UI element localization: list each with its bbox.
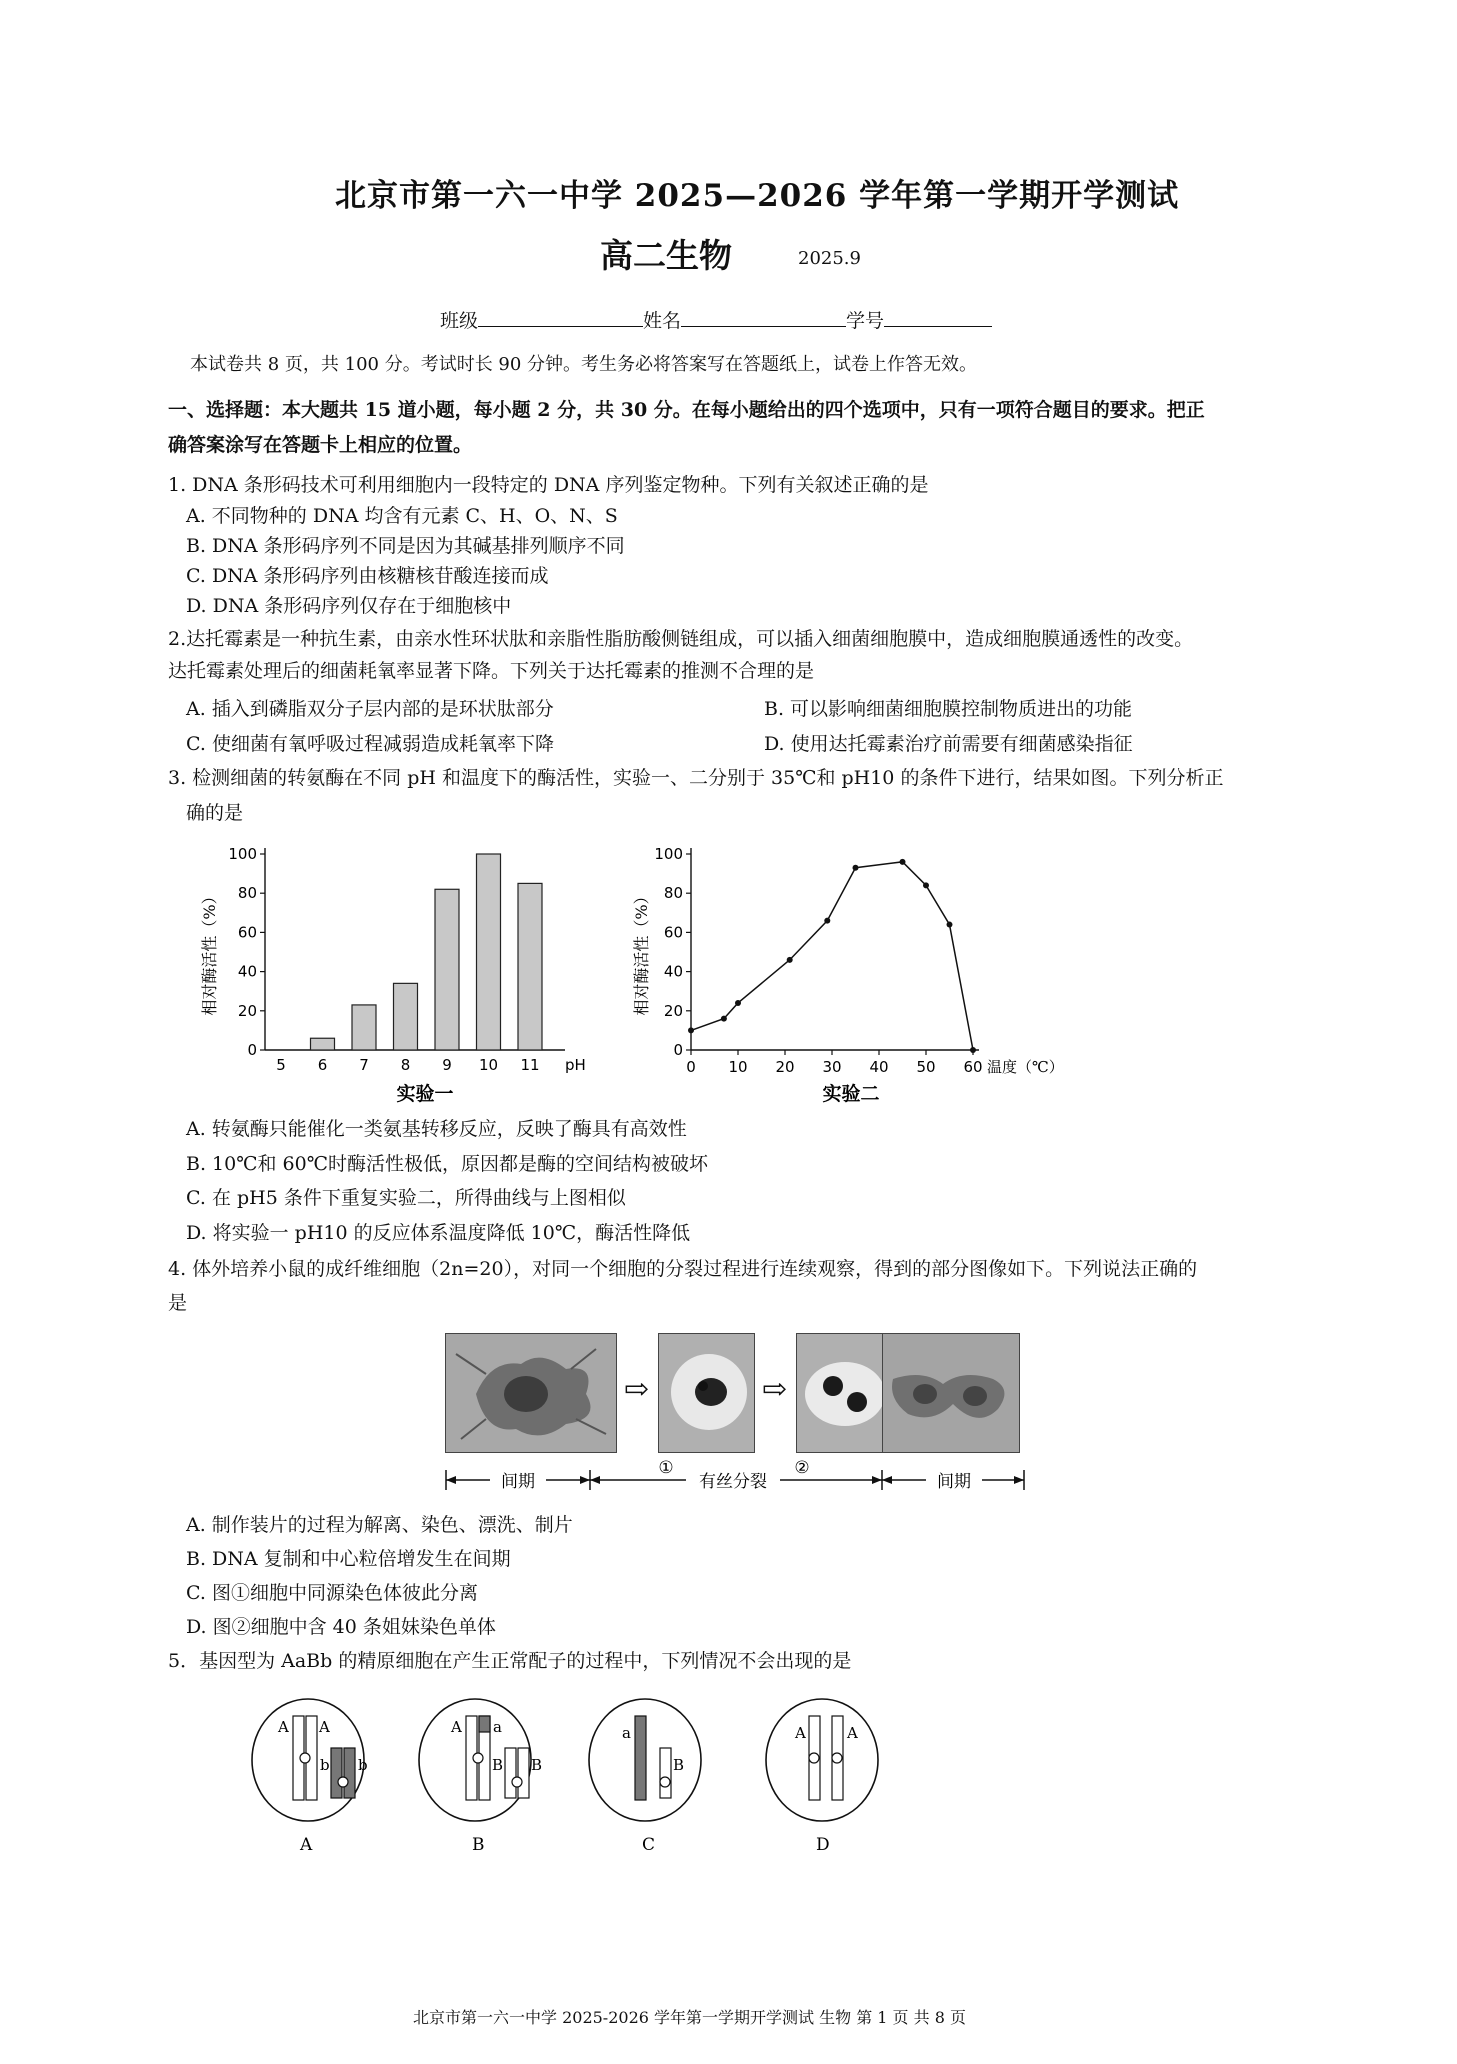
allele-label-A: A (319, 1718, 330, 1736)
q1-option-a: A. 不同物种的 DNA 均含有元素 C、H、O、N、S (186, 505, 618, 527)
exam-title: 北京市第一六一中学 2025—2026 学年第一学期开学测试 (335, 178, 1180, 214)
bar-11 (518, 883, 542, 1050)
cell-diagram-d (766, 1699, 878, 1855)
q4-option-c: C. 图①细胞中同源染色体彼此分离 (186, 1582, 478, 1604)
data-point (721, 1016, 727, 1022)
y-tick-label: 20 (237, 1001, 257, 1020)
q2-option-c: C. 使细菌有氧呼吸过程减弱造成耗氧率下降 (186, 733, 554, 755)
q3-option-c: C. 在 pH5 条件下重复实验二，所得曲线与上图相似 (186, 1187, 626, 1209)
q1-option-d: D. DNA 条形码序列仅存在于细胞核中 (186, 595, 512, 617)
chart-title: 实验一 (396, 1083, 454, 1105)
micro-interphase-1 (445, 1333, 617, 1453)
cell-diagram-b (419, 1699, 542, 1855)
q4-stem-line1: 4. 体外培养小鼠的成纤维细胞（2n=20），对同一个细胞的分裂过程进行连续观察，得到的部分图像如下。下列说法正确的 (168, 1258, 1198, 1280)
y-tick-label: 40 (663, 962, 683, 981)
q5-cell-diagrams (250, 1690, 1010, 1860)
q4-option-b: B. DNA 复制和中心粒倍增发生在间期 (186, 1548, 511, 1570)
data-point (853, 865, 859, 871)
exam-date: 2025.9 (798, 248, 861, 269)
bar-8 (394, 983, 418, 1050)
data-point (923, 882, 929, 888)
arrow-icon: ⇨ (624, 1372, 650, 1407)
data-point (787, 957, 793, 963)
y-axis-label: 相对酶活性（%） (632, 888, 651, 1016)
cell-label-c: C (642, 1835, 656, 1855)
micro-mitosis-2 (796, 1333, 893, 1453)
name-label: 姓名 (643, 310, 682, 332)
chart-experiment2 (625, 840, 1085, 1110)
bar-9 (435, 889, 459, 1050)
bar-6 (311, 1038, 335, 1050)
cell-diagram-c (589, 1699, 701, 1855)
allele-label-B: B (492, 1756, 504, 1774)
q4-option-a: A. 制作装片的过程为解离、染色、漂洗、制片 (186, 1514, 573, 1536)
q2-option-b: B. 可以影响细菌细胞膜控制物质进出的功能 (764, 698, 1133, 720)
chart-title: 实验二 (822, 1083, 880, 1105)
y-tick-label: 20 (663, 1001, 683, 1020)
q1-option-b: B. DNA 条形码序列不同是因为其碱基排列顺序不同 (186, 535, 625, 557)
q2-stem-line2: 达托霉素处理后的细菌耗氧率显著下降。下列关于达托霉素的推测不合理的是 (168, 660, 815, 682)
x-tick-label: 5 (276, 1056, 286, 1074)
y-tick-label: 40 (237, 962, 257, 981)
allele-label-a: a (622, 1724, 631, 1742)
y-tick-label: 100 (654, 845, 683, 863)
y-axis-label: 相对酶活性（%） (200, 888, 219, 1016)
data-point (947, 922, 953, 928)
page-footer: 北京市第一六一中学 2025-2026 学年第一学期开学测试 生物 第 1 页 共 8 页 (413, 2008, 966, 2027)
bar-7 (352, 1005, 376, 1050)
subject-title: 高二生物 (600, 236, 732, 275)
data-point (688, 1027, 694, 1033)
allele-label-A: A (451, 1718, 462, 1736)
q4-stem-line2: 是 (168, 1292, 188, 1314)
data-point (735, 1000, 741, 1006)
q5-stem: 5．基因型为 AaBb 的精原细胞在产生正常配子的过程中，下列情况不会出现的是 (168, 1650, 852, 1672)
x-tick-label: 9 (442, 1056, 452, 1074)
student-info-line (440, 306, 992, 334)
data-point (824, 918, 830, 924)
id-label: 学号 (846, 310, 885, 332)
y-tick-label: 100 (228, 845, 257, 863)
y-tick-label: 60 (237, 923, 257, 942)
data-point (900, 859, 906, 865)
x-tick-label: 60 (963, 1058, 983, 1076)
figure-mark-2: ② (794, 1460, 810, 1478)
y-tick-label: 80 (663, 884, 683, 903)
x-tick-label: 6 (317, 1056, 328, 1074)
series-line (691, 862, 973, 1050)
q2-option-d: D. 使用达托霉素治疗前需要有细菌感染指征 (764, 733, 1133, 755)
x-axis-label: pH (565, 1056, 586, 1074)
bar-10 (477, 854, 501, 1050)
cell-diagram-a (252, 1699, 368, 1855)
x-tick-label: 7 (359, 1056, 369, 1074)
x-tick-label: 10 (728, 1058, 748, 1076)
y-tick-label: 0 (247, 1041, 257, 1059)
x-tick-label: 40 (869, 1058, 889, 1076)
allele-label-a: a (493, 1718, 502, 1736)
q2-stem-line1: 2.达托霉素是一种抗生素，由亲水性环状肽和亲脂性脂肪酸侧链组成，可以插入细菌细胞膜中，造成细胞膜通透性的改变。 (168, 628, 1194, 650)
timeline-interphase-2: 间期 (937, 1472, 971, 1492)
y-tick-label: 80 (237, 884, 257, 903)
q1-stem: 1. DNA 条形码技术可利用细胞内一段特定的 DNA 序列鉴定物种。下列有关叙述正确的是 (168, 474, 929, 496)
cell-label-b: B (472, 1835, 485, 1855)
y-tick-label: 0 (673, 1041, 683, 1059)
section1-line1: 一、选择题：本大题共 15 道小题，每小题 2 分，共 30 分。在每小题给出的四个选项中，只有一项符合题目的要求。把正 (168, 399, 1205, 421)
x-axis-label: 温度（℃） (987, 1058, 1064, 1076)
x-tick-label: 50 (916, 1058, 936, 1076)
q4-option-d: D. 图②细胞中含 40 条姐妹染色单体 (186, 1616, 496, 1638)
cell-label-d: D (816, 1835, 830, 1855)
q3-option-d: D. 将实验一 pH10 的反应体系温度降低 10℃，酶活性降低 (186, 1222, 691, 1244)
allele-label-b: b (320, 1756, 330, 1774)
allele-label-B: B (673, 1756, 685, 1774)
allele-label-A: A (795, 1724, 806, 1742)
id-blank (884, 306, 992, 327)
chart-experiment1 (195, 840, 595, 1110)
class-blank (478, 306, 643, 327)
figure-mark-1: ① (658, 1460, 674, 1478)
mitosis-timeline (440, 1460, 1030, 1500)
q2-option-a: A. 插入到磷脂双分子层内部的是环状肽部分 (186, 698, 554, 720)
allele-label-A: A (278, 1718, 289, 1736)
q1-option-c: C. DNA 条形码序列由核糖核苷酸连接而成 (186, 565, 549, 587)
allele-label-B: B (531, 1756, 543, 1774)
micro-interphase-2 (882, 1333, 1020, 1453)
allele-label-b: b (358, 1756, 368, 1774)
q3-stem-line2: 确的是 (186, 802, 244, 824)
x-tick-label: 20 (775, 1058, 795, 1076)
y-tick-label: 60 (663, 923, 683, 942)
allele-label-A: A (847, 1724, 858, 1742)
class-label: 班级 (440, 310, 479, 332)
x-tick-label: 30 (822, 1058, 842, 1076)
timeline-mitosis: 有丝分裂 (699, 1472, 767, 1492)
cell-label-a: A (300, 1835, 313, 1855)
x-tick-label: 10 (478, 1056, 499, 1074)
instructions: 本试卷共 8 页，共 100 分。考试时长 90 分钟。考生务必将答案写在答题纸上，试卷上作答无效。 (190, 354, 978, 375)
data-point (970, 1047, 976, 1053)
x-tick-label: 8 (400, 1056, 411, 1074)
x-tick-label: 0 (686, 1058, 696, 1076)
section1-line2: 确答案涂写在答题卡上相应的位置。 (168, 434, 473, 456)
micro-mitosis-1 (658, 1333, 755, 1453)
name-blank (681, 306, 846, 327)
q3-option-a: A. 转氨酶只能催化一类氨基转移反应，反映了酶具有高效性 (186, 1118, 687, 1140)
timeline-interphase-1: 间期 (501, 1472, 535, 1492)
arrow-icon: ⇨ (762, 1372, 788, 1407)
q3-stem-line1: 3. 检测细菌的转氨酶在不同 pH 和温度下的酶活性，实验一、二分别于 35℃和 pH10 的条件下进行，结果如图。下列分析正 (168, 767, 1224, 789)
x-tick-label: 11 (520, 1056, 540, 1074)
q3-option-b: B. 10℃和 60℃时酶活性极低，原因都是酶的空间结构被破坏 (186, 1153, 708, 1175)
